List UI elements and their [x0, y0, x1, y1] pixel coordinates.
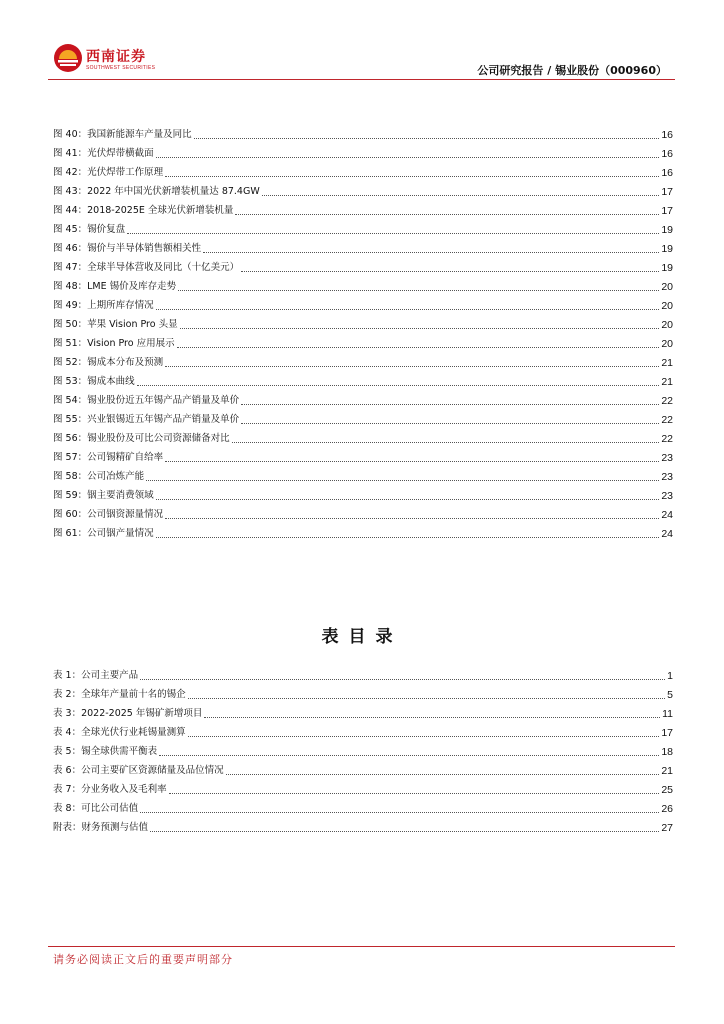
toc-entry-page: 11 [662, 708, 673, 720]
toc-entry-page: 16 [661, 167, 673, 179]
toc-entry-page: 25 [661, 784, 673, 796]
toc-entry-label: 图 40：我国新能源车产量及同比 [53, 129, 192, 140]
toc-entry-page: 21 [661, 765, 673, 777]
toc-leader [180, 328, 660, 329]
toc-entry-page: 16 [661, 129, 673, 141]
toc-entry-page: 20 [661, 319, 673, 331]
toc-leader [140, 679, 665, 680]
toc-entry-page: 17 [661, 186, 673, 198]
figure-list [53, 122, 673, 540]
toc-leader [127, 233, 659, 234]
toc-entry-label: 图 53：锡成本曲线 [53, 376, 135, 387]
toc-entry-page: 18 [661, 746, 673, 758]
toc-entry[interactable] [53, 445, 673, 464]
toc-leader [156, 157, 660, 158]
toc-leader [188, 736, 660, 737]
toc-leader [165, 461, 659, 462]
toc-entry[interactable] [53, 521, 673, 540]
toc-leader [203, 252, 659, 253]
toc-entry[interactable] [53, 236, 673, 255]
toc-entry-label: 表 2：全球年产量前十名的锡企 [53, 689, 186, 700]
toc-entry[interactable] [53, 274, 673, 293]
toc-leader [188, 698, 666, 699]
toc-entry[interactable] [53, 217, 673, 236]
toc-entry-page: 16 [661, 148, 673, 160]
toc-entry-label: 图 49：上期所库存情况 [53, 300, 154, 311]
toc-leader [178, 290, 659, 291]
toc-entry[interactable] [53, 160, 673, 179]
toc-entry[interactable] [53, 739, 673, 758]
toc-entry-label: 图 60：公司铟资源量情况 [53, 509, 164, 520]
logo-subtext: SOUTHWEST SECURITIES [86, 65, 156, 71]
toc-leader [156, 499, 660, 500]
toc-entry-page: 24 [661, 528, 673, 540]
toc-entry-label: 图 43：2022 年中国光伏新增装机量达 87.4GW [53, 186, 260, 197]
toc-entry-page: 21 [661, 376, 673, 388]
toc-leader [177, 347, 660, 348]
toc-entry-label: 表 3：2022-2025 年锡矿新增项目 [53, 708, 203, 719]
toc-entry-page: 19 [661, 262, 673, 274]
toc-entry[interactable] [53, 682, 673, 701]
footer-divider [48, 946, 675, 947]
toc-entry[interactable] [53, 701, 673, 720]
toc-entry-label: 图 51：Vision Pro 应用展示 [53, 338, 175, 349]
toc-entry-page: 22 [661, 414, 673, 426]
toc-entry-page: 22 [661, 395, 673, 407]
toc-leader [165, 366, 659, 367]
toc-entry-label: 附表：财务预测与估值 [53, 822, 149, 833]
toc-entry-page: 23 [661, 471, 673, 483]
header-divider [48, 79, 675, 80]
toc-entry[interactable] [53, 426, 673, 445]
toc-entry[interactable] [53, 122, 673, 141]
toc-entry-page: 24 [661, 509, 673, 521]
toc-entry-label: 图 46：锡价与半导体销售额相关性 [53, 243, 202, 254]
toc-entry[interactable] [53, 198, 673, 217]
toc-entry[interactable] [53, 312, 673, 331]
toc-entry-page: 27 [661, 822, 673, 834]
toc-entry-label: 图 44：2018-2025E 全球光伏新增装机量 [53, 205, 234, 216]
toc-entry-label: 图 59：铟主要消费领域 [53, 490, 154, 501]
toc-entry-label: 图 50：苹果 Vision Pro 头显 [53, 319, 178, 330]
toc-leader [232, 442, 660, 443]
toc-entry-page: 19 [661, 243, 673, 255]
toc-entry[interactable] [53, 407, 673, 426]
toc-entry-page: 20 [661, 281, 673, 293]
toc-entry[interactable] [53, 388, 673, 407]
toc-entry-page: 20 [661, 338, 673, 350]
toc-leader [156, 309, 660, 310]
toc-entry-label: 图 54：锡业股份近五年锡产品产销量及单价 [53, 395, 240, 406]
toc-leader [137, 385, 660, 386]
toc-entry[interactable] [53, 141, 673, 160]
toc-entry-label: 图 41：光伏焊带横截面 [53, 148, 154, 159]
toc-entry[interactable] [53, 777, 673, 796]
toc-entry-label: 图 57：公司锡精矿自给率 [53, 452, 164, 463]
toc-entry-label: 图 61：公司铟产量情况 [53, 528, 154, 539]
toc-entry-label: 图 55：兴业银锡近五年锡产品产销量及单价 [53, 414, 240, 425]
logo-text: 西南证券 [86, 49, 146, 65]
toc-leader [165, 518, 659, 519]
toc-leader [241, 423, 659, 424]
toc-entry-page: 5 [667, 689, 673, 701]
toc-entry[interactable] [53, 758, 673, 777]
toc-entry-label: 表 8：可比公司估值 [53, 803, 139, 814]
toc-leader [150, 831, 659, 832]
toc-entry[interactable] [53, 502, 673, 521]
toc-entry-page: 22 [661, 433, 673, 445]
toc-entry[interactable] [53, 663, 673, 682]
toc-entry-label: 表 6：公司主要矿区资源储量及品位情况 [53, 765, 224, 776]
toc-leader [140, 812, 659, 813]
toc-entry-page: 21 [661, 357, 673, 369]
toc-entry-label: 图 42：光伏焊带工作原理 [53, 167, 164, 178]
toc-entry-page: 17 [661, 727, 673, 739]
page-header [0, 0, 724, 82]
toc-leader [156, 537, 660, 538]
toc-leader [241, 404, 659, 405]
toc-entry-label: 图 45：锡价复盘 [53, 224, 126, 235]
report-title: 公司研究报告 / 锡业股份（000960） [477, 64, 667, 77]
toc-entry-page: 26 [661, 803, 673, 815]
table-list-heading: 表目录 [321, 627, 403, 647]
toc-entry-label: 图 47：全球半导体营收及同比（十亿美元） [53, 262, 240, 273]
toc-entry[interactable] [53, 483, 673, 502]
toc-leader [262, 195, 660, 196]
toc-entry-label: 表 4：全球光伏行业耗锡量测算 [53, 727, 186, 738]
toc-entry-label: 表 7：分业务收入及毛利率 [53, 784, 167, 795]
logo-emblem-icon [53, 43, 83, 73]
toc-entry[interactable] [53, 815, 673, 834]
toc-entry[interactable] [53, 464, 673, 483]
toc-entry[interactable] [53, 350, 673, 369]
toc-leader [235, 214, 659, 215]
toc-entry-label: 图 52：锡成本分布及预测 [53, 357, 164, 368]
toc-entry-label: 图 58：公司冶炼产能 [53, 471, 145, 482]
toc-entry-label: 表 1：公司主要产品 [53, 670, 139, 681]
toc-leader [169, 793, 660, 794]
footer-disclaimer: 请务必阅读正文后的重要声明部分 [53, 953, 233, 966]
toc-entry-page: 23 [661, 452, 673, 464]
toc-entry-label: 图 56：锡业股份及可比公司资源储备对比 [53, 433, 230, 444]
toc-entry-page: 23 [661, 490, 673, 502]
toc-entry-label: 表 5：锡全球供需平衡表 [53, 746, 158, 757]
toc-entry[interactable] [53, 720, 673, 739]
toc-leader [146, 480, 659, 481]
company-logo [53, 43, 163, 75]
table-list [53, 663, 673, 834]
toc-entry[interactable] [53, 796, 673, 815]
toc-leader [204, 717, 660, 718]
toc-leader [194, 138, 660, 139]
toc-leader [165, 176, 659, 177]
toc-entry-page: 17 [661, 205, 673, 217]
toc-entry-page: 20 [661, 300, 673, 312]
toc-entry[interactable] [53, 331, 673, 350]
toc-leader [226, 774, 660, 775]
toc-leader [241, 271, 659, 272]
toc-entry-page: 19 [661, 224, 673, 236]
toc-entry-page: 1 [667, 670, 673, 682]
toc-entry[interactable] [53, 255, 673, 274]
toc-entry[interactable] [53, 293, 673, 312]
toc-entry[interactable] [53, 369, 673, 388]
toc-entry[interactable] [53, 179, 673, 198]
toc-leader [159, 755, 659, 756]
toc-entry-label: 图 48：LME 锡价及库存走势 [53, 281, 177, 292]
